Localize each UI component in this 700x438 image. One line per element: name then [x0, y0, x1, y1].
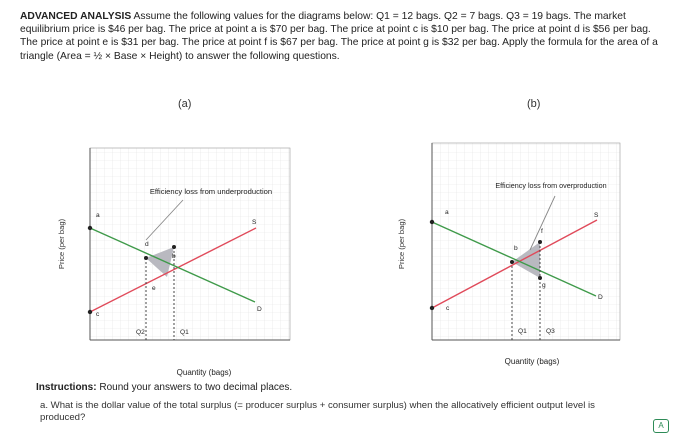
instructions — [36, 382, 292, 393]
panel-a-title: Efficiency loss from underproduction — [149, 187, 273, 196]
panel-a-label-d: d — [145, 241, 149, 248]
panel-b-title: Efficiency loss from overproduction — [495, 181, 607, 190]
panel-a-xlabel: Quantity (bags) — [176, 368, 232, 377]
panel-a-label-e: e — [152, 285, 156, 292]
panel-b-label-s: S — [594, 212, 599, 219]
panel-b-point-c — [430, 306, 434, 310]
panel-b-label-c: c — [446, 305, 450, 312]
panel-b-point-g-marker — [538, 276, 542, 280]
problem-body: Assume the following values for the diagrams below: Q1 = 12 bags. Q2 = 7 bags. Q3 = 19 bags. The market equilibrium price is $46 per bag. The price at point a is $70 per bag. The price at point c is $10 per bag. The price at point d is $56 per bag. The price at point e is $31 per bag. The price at point f is $67 per bag. The price at point g is $32 per bag. Apply the formula for the area of a triangle (Area = ½ × Base × Height) to answer the following questions. — [20, 11, 658, 62]
panel-a-point-d-marker — [144, 256, 148, 260]
instructions-text: Round your answers to two decimal places. — [99, 382, 293, 393]
panel-a-tick-q2: Q2 — [136, 329, 145, 336]
problem-lead: ADVANCED ANALYSIS — [20, 11, 132, 22]
panel-a-point-c — [88, 310, 92, 314]
panel-a-label-c: c — [96, 311, 100, 318]
panel-b-xlabel: Quantity (bags) — [504, 357, 560, 366]
panel-b-point-b-marker — [510, 260, 514, 264]
panel-b-label-d-curve: D — [598, 294, 603, 301]
instructions-lead: Instructions: — [36, 382, 97, 393]
panel-a-point-b-marker — [172, 245, 176, 249]
panel-b-label-b: b — [514, 245, 518, 252]
panel-a-ylabel: Price (per bag) — [57, 218, 66, 270]
panel-b-label-g: g — [542, 282, 546, 289]
panel-a-point-a — [88, 226, 92, 230]
panel-a-label: (a) — [178, 98, 192, 110]
panel-b-label-f: f — [541, 228, 543, 235]
panel-b-tick-q1: Q1 — [518, 328, 527, 335]
panel-a-label-b: b — [172, 253, 176, 260]
panel-b-grid — [432, 143, 620, 340]
panel-a — [57, 148, 290, 377]
question-a: a. What is the dollar value of the total surplus (= producer surplus + consumer surplus) when the allocatively efficient output level is produced? — [40, 400, 595, 423]
panel-b-point-f-marker — [538, 240, 542, 244]
panel-b — [397, 143, 620, 366]
answer-badge[interactable]: A — [653, 419, 669, 433]
panel-a-label-d-curve: D — [257, 306, 262, 313]
panel-a-tick-q1: Q1 — [180, 329, 189, 336]
panel-a-label-a: a — [96, 212, 100, 219]
panel-a-label-s: S — [252, 219, 257, 226]
panel-b-tick-q3: Q3 — [546, 328, 555, 335]
panel-b-label: (b) — [527, 98, 541, 110]
panel-b-ylabel: Price (per bag) — [397, 218, 406, 270]
panel-b-label-a: a — [445, 209, 449, 216]
panel-b-point-a — [430, 220, 434, 224]
